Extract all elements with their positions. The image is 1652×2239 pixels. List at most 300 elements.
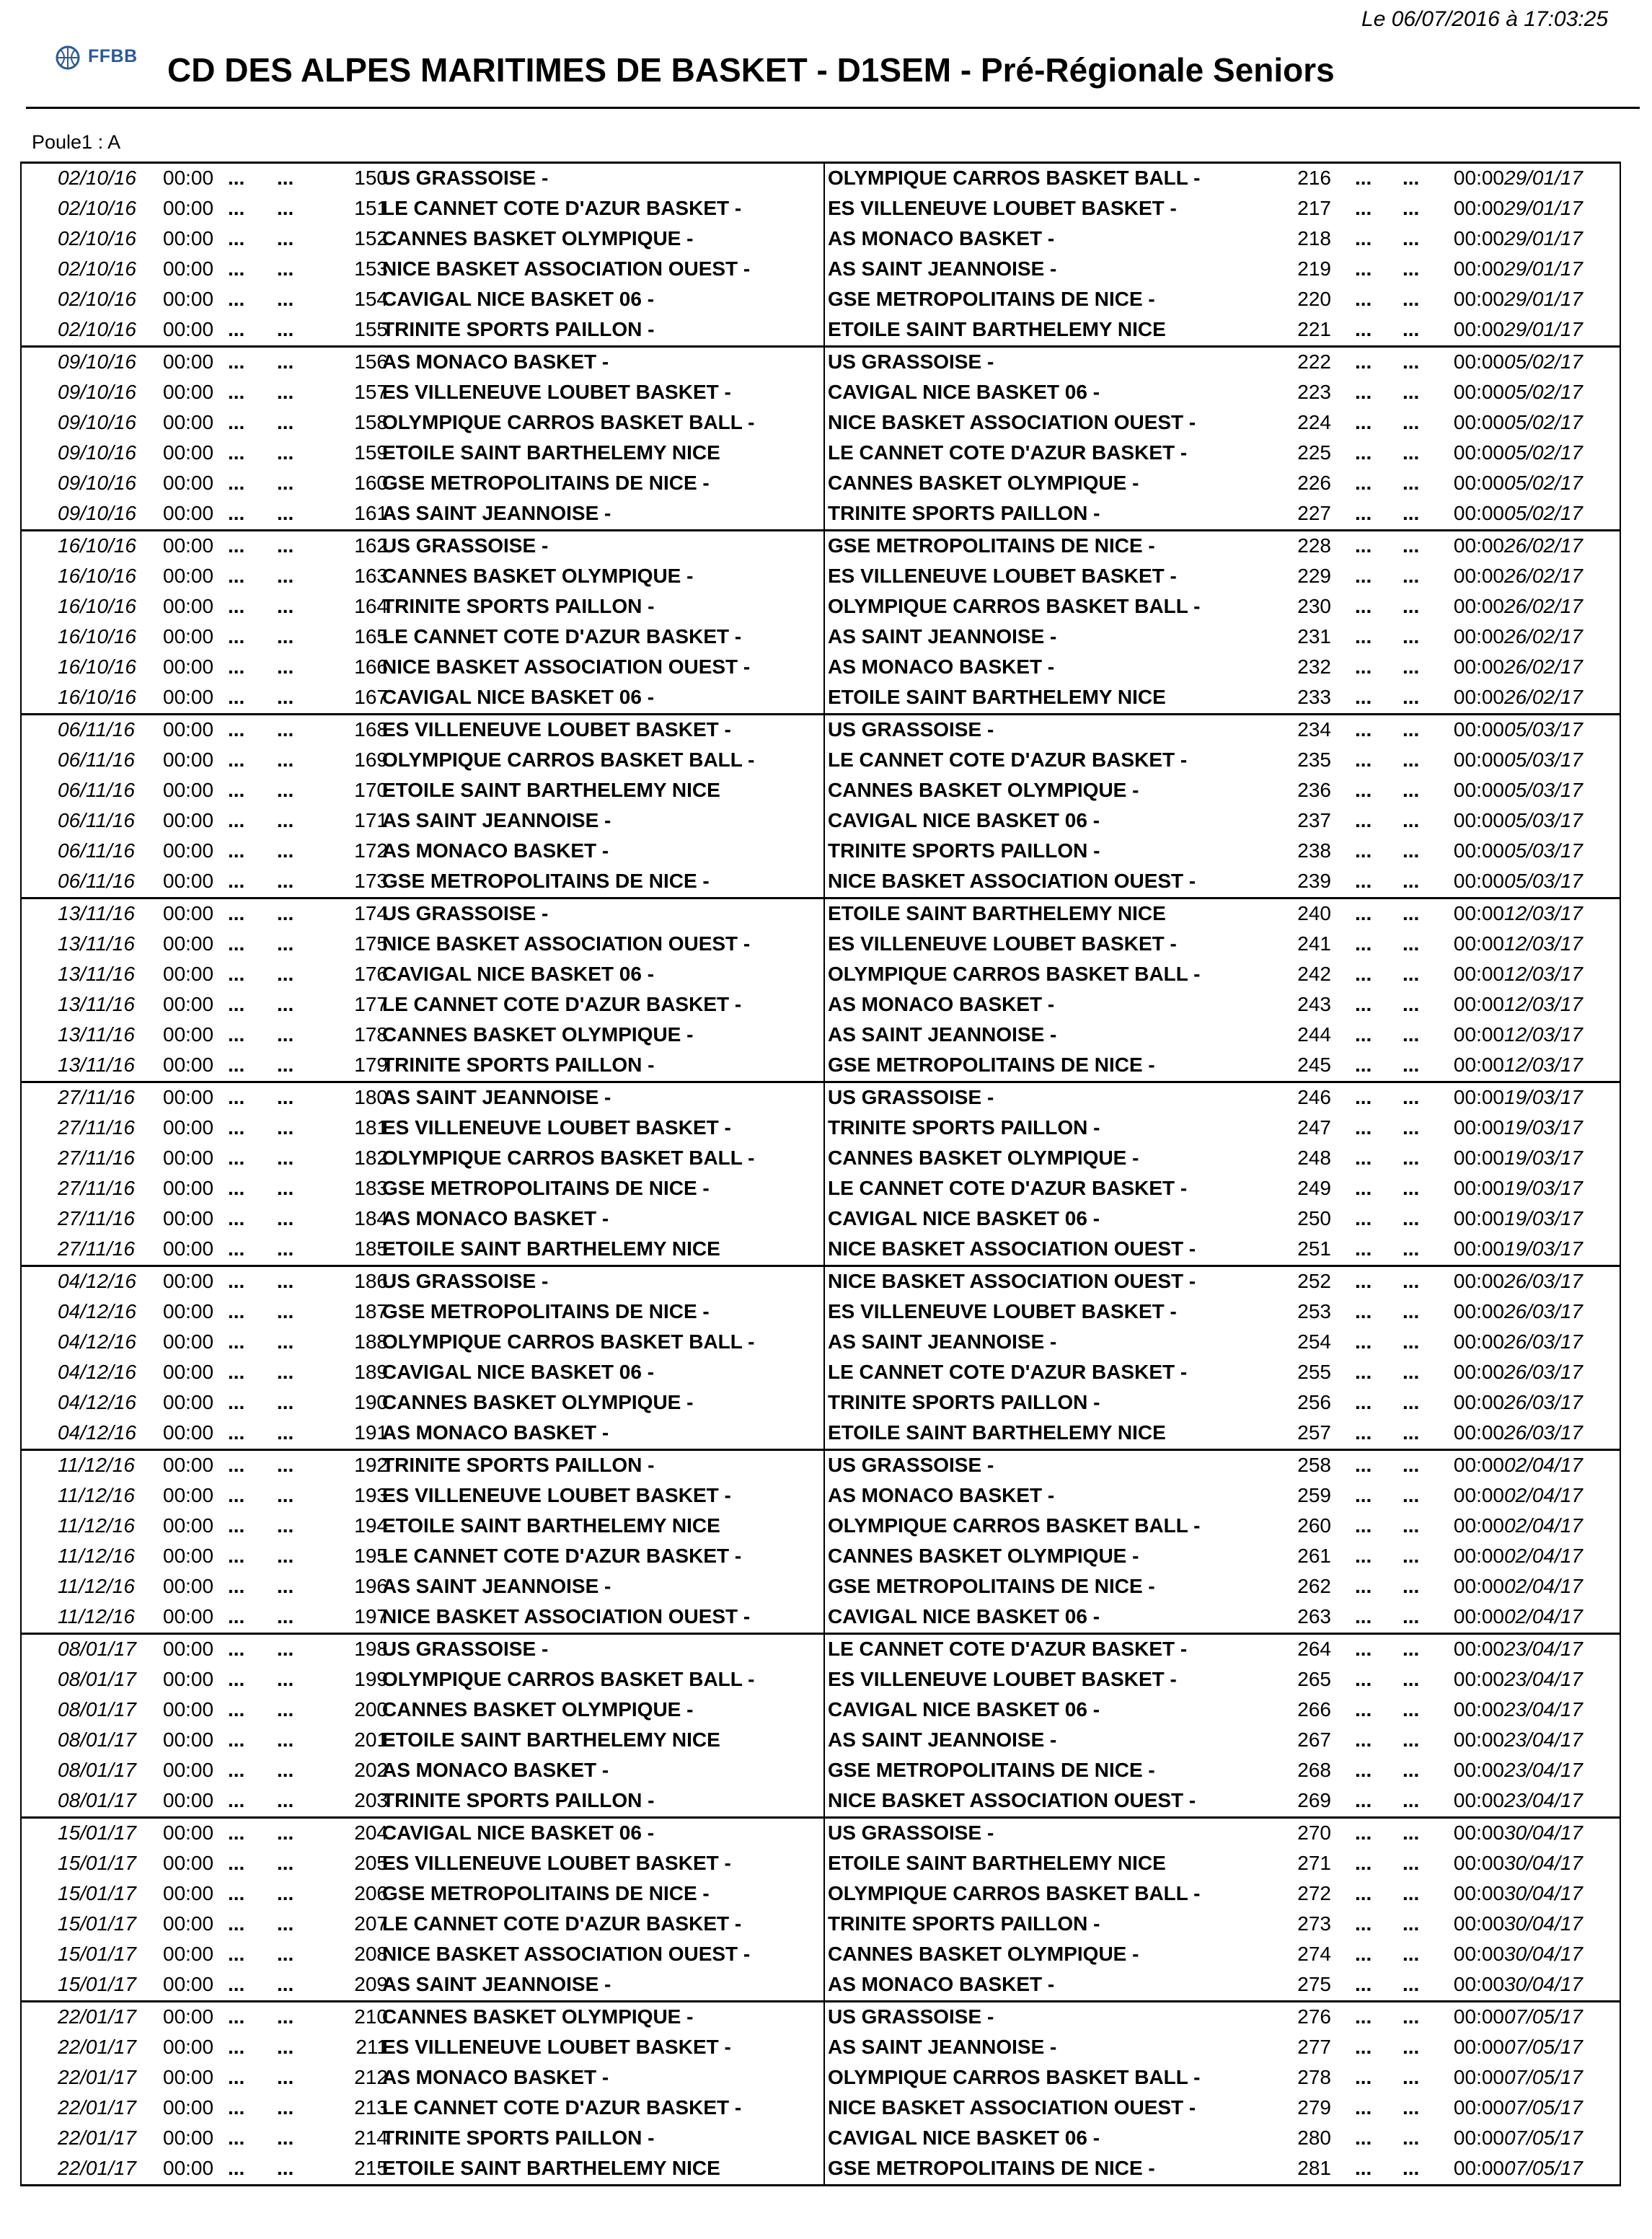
placeholder-1: ... — [228, 2096, 245, 2119]
placeholder-3: ... — [1355, 595, 1372, 617]
away-team: US GRASSOISE - — [828, 1454, 994, 1476]
match-time: 00:00 — [163, 1207, 214, 1229]
return-time: 00:00 — [1453, 227, 1504, 249]
return-match-number: 235 — [1297, 748, 1331, 771]
table-row — [22, 408, 1620, 438]
return-date: 26/03/17 — [1504, 1270, 1583, 1292]
away-team: US GRASSOISE - — [828, 1821, 994, 1844]
placeholder-1: ... — [228, 1177, 245, 1199]
away-team: CANNES BASKET OLYMPIQUE - — [828, 1545, 1139, 1567]
placeholder-3: ... — [1355, 1852, 1372, 1874]
return-date: 02/04/17 — [1504, 1484, 1583, 1506]
match-number: 170 — [354, 779, 388, 801]
placeholder-1: ... — [228, 1821, 245, 1844]
placeholder-2: ... — [277, 1759, 294, 1781]
match-number: 213 — [354, 2096, 388, 2119]
return-time: 00:00 — [1453, 381, 1504, 403]
home-team: TRINITE SPORTS PAILLON - — [382, 1054, 655, 1076]
placeholder-3: ... — [1355, 1330, 1372, 1353]
return-time: 00:00 — [1453, 686, 1504, 708]
return-match-number: 273 — [1297, 1912, 1331, 1935]
home-team: AS SAINT JEANNOISE - — [382, 809, 611, 831]
placeholder-3: ... — [1355, 902, 1372, 924]
return-date: 05/02/17 — [1504, 472, 1583, 494]
return-date: 29/01/17 — [1504, 227, 1583, 249]
return-time: 00:00 — [1453, 472, 1504, 494]
placeholder-3: ... — [1355, 625, 1372, 648]
return-date: 05/03/17 — [1504, 718, 1583, 741]
placeholder-1: ... — [228, 350, 245, 373]
return-date: 12/03/17 — [1504, 1023, 1583, 1046]
placeholder-1: ... — [228, 1852, 245, 1874]
home-team: AS MONACO BASKET - — [382, 1207, 609, 1229]
placeholder-4: ... — [1403, 1789, 1420, 1811]
return-time: 00:00 — [1453, 441, 1504, 464]
match-time: 00:00 — [163, 625, 214, 648]
match-time: 00:00 — [163, 167, 214, 189]
placeholder-3: ... — [1355, 288, 1372, 310]
return-match-number: 253 — [1297, 1300, 1331, 1322]
return-match-number: 241 — [1297, 932, 1331, 955]
table-row — [22, 224, 1620, 255]
placeholder-4: ... — [1403, 472, 1420, 494]
basketball-icon — [55, 45, 84, 71]
return-time: 00:00 — [1453, 1882, 1504, 1904]
home-team: CAVIGAL NICE BASKET 06 - — [382, 1821, 655, 1844]
return-time: 00:00 — [1453, 1207, 1504, 1229]
match-time: 00:00 — [163, 839, 214, 862]
return-date: 23/04/17 — [1504, 1698, 1583, 1721]
return-date: 26/03/17 — [1504, 1330, 1583, 1353]
return-time: 00:00 — [1453, 1943, 1504, 1965]
placeholder-4: ... — [1403, 2157, 1420, 2179]
return-match-number: 270 — [1297, 1821, 1331, 1844]
match-number: 182 — [354, 1147, 388, 1169]
placeholder-3: ... — [1355, 1575, 1372, 1597]
placeholder-2: ... — [277, 1054, 294, 1076]
match-time: 00:00 — [163, 1789, 214, 1811]
away-team: AS MONACO BASKET - — [828, 227, 1055, 249]
match-date: 22/01/17 — [58, 2066, 136, 2088]
poule-label: Poule1 : A — [32, 131, 121, 153]
print-timestamp: Le 06/07/2016 à 17:03:25 — [1361, 7, 1608, 31]
placeholder-3: ... — [1355, 1605, 1372, 1628]
table-row — [22, 1542, 1620, 1572]
away-team: OLYMPIQUE CARROS BASKET BALL - — [828, 963, 1201, 985]
match-number: 195 — [354, 1545, 388, 1567]
match-date: 16/10/16 — [58, 655, 136, 678]
match-time: 00:00 — [163, 963, 214, 985]
home-team: GSE METROPOLITAINS DE NICE - — [382, 1177, 710, 1199]
match-number: 166 — [354, 655, 388, 678]
placeholder-3: ... — [1355, 718, 1372, 741]
placeholder-1: ... — [228, 686, 245, 708]
placeholder-3: ... — [1355, 318, 1372, 340]
home-team: AS SAINT JEANNOISE - — [382, 502, 611, 524]
match-date: 09/10/16 — [58, 502, 136, 524]
return-match-number: 266 — [1297, 1698, 1331, 1721]
return-match-number: 222 — [1297, 350, 1331, 373]
match-time: 00:00 — [163, 1973, 214, 1995]
away-team: CAVIGAL NICE BASKET 06 - — [828, 809, 1100, 831]
match-number: 154 — [354, 288, 388, 310]
home-team: LE CANNET COTE D'AZUR BASKET - — [382, 197, 742, 219]
match-number: 180 — [354, 1086, 388, 1108]
match-number: 199 — [354, 1668, 388, 1690]
match-number: 186 — [354, 1270, 388, 1292]
table-row — [22, 1020, 1620, 1051]
away-team: NICE BASKET ASSOCIATION OUEST - — [828, 1237, 1196, 1260]
placeholder-4: ... — [1403, 1698, 1420, 1721]
round-block — [20, 529, 1621, 713]
return-date: 05/02/17 — [1504, 350, 1583, 373]
placeholder-4: ... — [1403, 227, 1420, 249]
table-row — [22, 1819, 1620, 1849]
placeholder-2: ... — [277, 1852, 294, 1874]
away-team: GSE METROPOLITAINS DE NICE - — [828, 1054, 1155, 1076]
match-time: 00:00 — [163, 1943, 214, 1965]
table-row — [22, 1572, 1620, 1602]
placeholder-1: ... — [228, 1330, 245, 1353]
placeholder-3: ... — [1355, 2005, 1372, 2028]
away-team: ETOILE SAINT BARTHELEMY NICE — [828, 686, 1166, 708]
match-number: 165 — [354, 625, 388, 648]
match-number: 174 — [354, 902, 388, 924]
home-team: US GRASSOISE - — [382, 902, 549, 924]
away-team: CAVIGAL NICE BASKET 06 - — [828, 1698, 1100, 1721]
placeholder-2: ... — [277, 1973, 294, 1995]
away-team: ES VILLENEUVE LOUBET BASKET - — [828, 197, 1177, 219]
return-match-number: 243 — [1297, 993, 1331, 1015]
placeholder-1: ... — [228, 534, 245, 557]
return-match-number: 268 — [1297, 1759, 1331, 1781]
match-time: 00:00 — [163, 870, 214, 892]
away-team: OLYMPIQUE CARROS BASKET BALL - — [828, 1514, 1201, 1537]
return-match-number: 245 — [1297, 1054, 1331, 1076]
match-number: 198 — [354, 1638, 388, 1660]
return-time: 00:00 — [1453, 932, 1504, 955]
placeholder-4: ... — [1403, 1759, 1420, 1781]
return-time: 00:00 — [1453, 1421, 1504, 1444]
return-match-number: 258 — [1297, 1454, 1331, 1476]
return-match-number: 229 — [1297, 565, 1331, 587]
away-team: GSE METROPOLITAINS DE NICE - — [828, 1575, 1155, 1597]
table-row — [22, 164, 1620, 194]
placeholder-4: ... — [1403, 257, 1420, 280]
return-match-number: 261 — [1297, 1545, 1331, 1567]
table-row — [22, 1113, 1620, 1144]
placeholder-4: ... — [1403, 1514, 1420, 1537]
match-number: 158 — [354, 411, 388, 433]
table-row — [22, 899, 1620, 929]
placeholder-2: ... — [277, 655, 294, 678]
match-number: 175 — [354, 932, 388, 955]
away-team: AS SAINT JEANNOISE - — [828, 625, 1057, 648]
placeholder-1: ... — [228, 902, 245, 924]
table-row — [22, 2063, 1620, 2093]
match-number: 204 — [354, 1821, 388, 1844]
table-row — [22, 1756, 1620, 1786]
return-time: 00:00 — [1453, 288, 1504, 310]
table-row — [22, 1940, 1620, 1970]
table-row — [22, 592, 1620, 622]
return-match-number: 250 — [1297, 1207, 1331, 1229]
placeholder-3: ... — [1355, 1514, 1372, 1537]
match-date: 09/10/16 — [58, 350, 136, 373]
placeholder-1: ... — [228, 1270, 245, 1292]
placeholder-3: ... — [1355, 227, 1372, 249]
match-date: 15/01/17 — [58, 1821, 136, 1844]
return-time: 00:00 — [1453, 655, 1504, 678]
return-date: 02/04/17 — [1504, 1605, 1583, 1628]
match-date: 08/01/17 — [58, 1638, 136, 1660]
placeholder-1: ... — [228, 2005, 245, 2028]
match-date: 27/11/16 — [58, 1116, 135, 1139]
placeholder-2: ... — [277, 472, 294, 494]
return-time: 00:00 — [1453, 2066, 1504, 2088]
placeholder-3: ... — [1355, 1759, 1372, 1781]
placeholder-3: ... — [1355, 1454, 1372, 1476]
placeholder-1: ... — [228, 870, 245, 892]
placeholder-2: ... — [277, 963, 294, 985]
return-time: 00:00 — [1453, 2157, 1504, 2179]
placeholder-4: ... — [1403, 2066, 1420, 2088]
home-team: ETOILE SAINT BARTHELEMY NICE — [382, 2157, 720, 2179]
placeholder-1: ... — [228, 809, 245, 831]
return-match-number: 278 — [1297, 2066, 1331, 2088]
return-time: 00:00 — [1453, 1912, 1504, 1935]
match-number: 206 — [354, 1882, 388, 1904]
return-match-number: 263 — [1297, 1605, 1331, 1628]
match-date: 22/01/17 — [58, 2157, 136, 2179]
away-team: NICE BASKET ASSOCIATION OUEST - — [828, 411, 1196, 433]
match-time: 00:00 — [163, 1605, 214, 1628]
placeholder-1: ... — [228, 779, 245, 801]
match-date: 13/11/16 — [58, 1023, 135, 1046]
match-date: 27/11/16 — [58, 1177, 135, 1199]
return-match-number: 224 — [1297, 411, 1331, 433]
return-time: 00:00 — [1453, 1514, 1504, 1537]
return-time: 00:00 — [1453, 748, 1504, 771]
away-team: GSE METROPOLITAINS DE NICE - — [828, 288, 1155, 310]
placeholder-2: ... — [277, 318, 294, 340]
placeholder-4: ... — [1403, 1147, 1420, 1169]
table-row — [22, 836, 1620, 867]
away-team: LE CANNET COTE D'AZUR BASKET - — [828, 1638, 1188, 1660]
placeholder-3: ... — [1355, 1668, 1372, 1690]
match-date: 16/10/16 — [58, 686, 136, 708]
return-date: 30/04/17 — [1504, 1821, 1583, 1844]
match-date: 27/11/16 — [58, 1086, 135, 1108]
table-row — [22, 378, 1620, 408]
round-block — [20, 1633, 1621, 1816]
placeholder-2: ... — [277, 1575, 294, 1597]
match-number: 163 — [354, 565, 388, 587]
match-number: 152 — [354, 227, 388, 249]
placeholder-4: ... — [1403, 1484, 1420, 1506]
match-time: 00:00 — [163, 197, 214, 219]
placeholder-3: ... — [1355, 1484, 1372, 1506]
match-number: 181 — [354, 1116, 388, 1139]
return-match-number: 216 — [1297, 167, 1331, 189]
away-team: AS SAINT JEANNOISE - — [828, 1728, 1057, 1751]
placeholder-4: ... — [1403, 502, 1420, 524]
home-team: CANNES BASKET OLYMPIQUE - — [382, 2005, 694, 2028]
match-time: 00:00 — [163, 779, 214, 801]
placeholder-2: ... — [277, 1086, 294, 1108]
match-time: 00:00 — [163, 1270, 214, 1292]
match-time: 00:00 — [163, 318, 214, 340]
placeholder-1: ... — [228, 2127, 245, 2149]
return-time: 00:00 — [1453, 1852, 1504, 1874]
placeholder-2: ... — [277, 686, 294, 708]
return-date: 26/03/17 — [1504, 1391, 1583, 1413]
table-row — [22, 2154, 1620, 2184]
table-row — [22, 2124, 1620, 2154]
match-number: 159 — [354, 441, 388, 464]
placeholder-3: ... — [1355, 381, 1372, 403]
round-block — [20, 897, 1621, 1081]
match-number: 168 — [354, 718, 388, 741]
return-match-number: 242 — [1297, 963, 1331, 985]
placeholder-2: ... — [277, 1789, 294, 1811]
away-team: CANNES BASKET OLYMPIQUE - — [828, 1943, 1139, 1965]
return-date: 02/04/17 — [1504, 1514, 1583, 1537]
match-number: 183 — [354, 1177, 388, 1199]
placeholder-4: ... — [1403, 1300, 1420, 1322]
return-time: 00:00 — [1453, 1177, 1504, 1199]
return-date: 05/03/17 — [1504, 839, 1583, 862]
placeholder-2: ... — [277, 1882, 294, 1904]
placeholder-2: ... — [277, 902, 294, 924]
return-time: 00:00 — [1453, 1789, 1504, 1811]
return-time: 00:00 — [1453, 1728, 1504, 1751]
return-date: 07/05/17 — [1504, 2157, 1583, 2179]
return-date: 26/03/17 — [1504, 1300, 1583, 1322]
match-date: 02/10/16 — [58, 318, 136, 340]
return-match-number: 252 — [1297, 1270, 1331, 1292]
home-team: ES VILLENEUVE LOUBET BASKET - — [382, 1852, 731, 1874]
return-date: 02/04/17 — [1504, 1575, 1583, 1597]
placeholder-4: ... — [1403, 1207, 1420, 1229]
return-time: 00:00 — [1453, 1698, 1504, 1721]
return-match-number: 276 — [1297, 2005, 1331, 2028]
placeholder-2: ... — [277, 748, 294, 771]
placeholder-3: ... — [1355, 1789, 1372, 1811]
home-team: NICE BASKET ASSOCIATION OUEST - — [382, 257, 751, 280]
match-number: 201 — [354, 1728, 388, 1751]
return-match-number: 274 — [1297, 1943, 1331, 1965]
return-date: 12/03/17 — [1504, 1054, 1583, 1076]
home-team: OLYMPIQUE CARROS BASKET BALL - — [382, 411, 755, 433]
away-team: US GRASSOISE - — [828, 718, 994, 741]
placeholder-4: ... — [1403, 1086, 1420, 1108]
return-match-number: 230 — [1297, 595, 1331, 617]
match-time: 00:00 — [163, 1514, 214, 1537]
placeholder-1: ... — [228, 1943, 245, 1965]
away-team: NICE BASKET ASSOCIATION OUEST - — [828, 2096, 1196, 2119]
match-time: 00:00 — [163, 1237, 214, 1260]
return-match-number: 223 — [1297, 381, 1331, 403]
return-time: 00:00 — [1453, 595, 1504, 617]
match-date: 11/12/16 — [58, 1454, 135, 1476]
match-number: 203 — [354, 1789, 388, 1811]
return-time: 00:00 — [1453, 870, 1504, 892]
match-time: 00:00 — [163, 381, 214, 403]
table-row — [22, 348, 1620, 378]
placeholder-3: ... — [1355, 1207, 1372, 1229]
placeholder-3: ... — [1355, 1147, 1372, 1169]
placeholder-4: ... — [1403, 1454, 1420, 1476]
placeholder-2: ... — [277, 227, 294, 249]
away-team: ES VILLENEUVE LOUBET BASKET - — [828, 1668, 1177, 1690]
table-row — [22, 1726, 1620, 1756]
match-date: 02/10/16 — [58, 167, 136, 189]
match-number: 210 — [354, 2005, 388, 2028]
placeholder-3: ... — [1355, 1821, 1372, 1844]
home-team: CANNES BASKET OLYMPIQUE - — [382, 565, 694, 587]
placeholder-1: ... — [228, 1361, 245, 1383]
return-date: 26/02/17 — [1504, 534, 1583, 557]
placeholder-3: ... — [1355, 441, 1372, 464]
return-date: 07/05/17 — [1504, 2005, 1583, 2028]
placeholder-4: ... — [1403, 595, 1420, 617]
placeholder-2: ... — [277, 1361, 294, 1383]
placeholder-2: ... — [277, 1421, 294, 1444]
placeholder-3: ... — [1355, 197, 1372, 219]
return-match-number: 255 — [1297, 1361, 1331, 1383]
placeholder-4: ... — [1403, 1973, 1420, 1995]
placeholder-3: ... — [1355, 565, 1372, 587]
return-match-number: 219 — [1297, 257, 1331, 280]
placeholder-3: ... — [1355, 1116, 1372, 1139]
away-team: US GRASSOISE - — [828, 1086, 994, 1108]
match-number: 173 — [354, 870, 388, 892]
placeholder-3: ... — [1355, 1086, 1372, 1108]
home-team: NICE BASKET ASSOCIATION OUEST - — [382, 655, 751, 678]
away-team: AS SAINT JEANNOISE - — [828, 2036, 1057, 2058]
home-team: AS MONACO BASKET - — [382, 1421, 609, 1444]
match-date: 22/01/17 — [58, 2005, 136, 2028]
return-match-number: 271 — [1297, 1852, 1331, 1874]
placeholder-3: ... — [1355, 257, 1372, 280]
return-match-number: 226 — [1297, 472, 1331, 494]
away-team: OLYMPIQUE CARROS BASKET BALL - — [828, 1882, 1201, 1904]
placeholder-4: ... — [1403, 1237, 1420, 1260]
placeholder-2: ... — [277, 839, 294, 862]
return-match-number: 237 — [1297, 809, 1331, 831]
placeholder-4: ... — [1403, 2096, 1420, 2119]
placeholder-4: ... — [1403, 1054, 1420, 1076]
placeholder-1: ... — [228, 1973, 245, 1995]
placeholder-4: ... — [1403, 1605, 1420, 1628]
table-row — [22, 1267, 1620, 1297]
away-team: ETOILE SAINT BARTHELEMY NICE — [828, 318, 1166, 340]
match-date: 22/01/17 — [58, 2036, 136, 2058]
title-divider — [26, 107, 1640, 109]
table-row — [22, 469, 1620, 499]
placeholder-1: ... — [228, 655, 245, 678]
placeholder-4: ... — [1403, 350, 1420, 373]
return-match-number: 264 — [1297, 1638, 1331, 1660]
match-time: 00:00 — [163, 2005, 214, 2028]
table-row — [22, 1083, 1620, 1113]
placeholder-3: ... — [1355, 350, 1372, 373]
placeholder-2: ... — [277, 625, 294, 648]
match-number: 150 — [354, 167, 388, 189]
match-date: 02/10/16 — [58, 197, 136, 219]
away-team: NICE BASKET ASSOCIATION OUEST - — [828, 870, 1196, 892]
